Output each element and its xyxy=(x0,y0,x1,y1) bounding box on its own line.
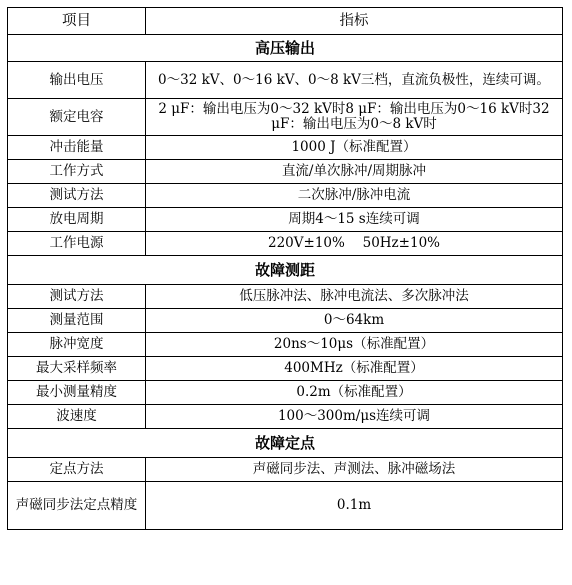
section-header xyxy=(8,256,563,285)
row-value: 400MHz（标准配置） xyxy=(146,357,563,381)
row-value: 周期4～15 s连续可调 xyxy=(146,208,563,232)
row-label: 额定电容 xyxy=(8,99,146,136)
table-row xyxy=(8,208,563,232)
table-row xyxy=(8,99,563,136)
row-label: 波速度 xyxy=(8,405,146,429)
row-value: 0～32 kV、0～16 kV、0～8 kV三档，直流负极性，连续可调。 xyxy=(146,62,563,99)
table-row xyxy=(8,184,563,208)
table-row xyxy=(8,62,563,99)
row-label: 测试方法 xyxy=(8,285,146,309)
header-item: 项目 xyxy=(8,8,146,35)
table-row xyxy=(8,357,563,381)
row-label: 最小测量精度 xyxy=(8,381,146,405)
row-value: 100～300m/μs连续可调 xyxy=(146,405,563,429)
section-title: 高压输出 xyxy=(8,35,563,62)
row-label: 工作电源 xyxy=(8,232,146,256)
table-row xyxy=(8,405,563,429)
row-value: 1000 J（标准配置） xyxy=(146,136,563,160)
row-label: 冲击能量 xyxy=(8,136,146,160)
row-label: 工作方式 xyxy=(8,160,146,184)
row-value: 220V±10% 50Hz±10% xyxy=(146,232,563,256)
spec-table xyxy=(7,7,563,530)
table-row xyxy=(8,285,563,309)
row-label: 输出电压 xyxy=(8,62,146,99)
table-row xyxy=(8,136,563,160)
row-value: 20ns～10μs（标准配置） xyxy=(146,333,563,357)
table-row xyxy=(8,381,563,405)
row-value: 2 μF：输出电压为0～32 kV时8 μF：输出电压为0～16 kV时32 μF：输出电压为0～8 kV时 xyxy=(146,99,563,136)
row-label: 测量范围 xyxy=(8,309,146,333)
header-spec: 指标 xyxy=(146,8,563,35)
table-row xyxy=(8,232,563,256)
table-row xyxy=(8,333,563,357)
row-value: 二次脉冲/脉冲电流 xyxy=(146,184,563,208)
row-value: 低压脉冲法、脉冲电流法、多次脉冲法 xyxy=(146,285,563,309)
section-title: 故障测距 xyxy=(8,256,563,285)
row-value: 0.2m（标准配置） xyxy=(146,381,563,405)
row-value: 声磁同步法、声测法、脉冲磁场法 xyxy=(146,458,563,482)
section-header xyxy=(8,429,563,458)
row-value: 0.1m xyxy=(146,482,563,530)
table-row xyxy=(8,458,563,482)
row-label: 脉冲宽度 xyxy=(8,333,146,357)
row-label: 定点方法 xyxy=(8,458,146,482)
section-header xyxy=(8,35,563,62)
row-label: 声磁同步法定点精度 xyxy=(8,482,146,530)
row-label: 测试方法 xyxy=(8,184,146,208)
section-title: 故障定点 xyxy=(8,429,563,458)
row-value: 0～64km xyxy=(146,309,563,333)
row-label: 放电周期 xyxy=(8,208,146,232)
table-row xyxy=(8,482,563,530)
table-row xyxy=(8,160,563,184)
row-label: 最大采样频率 xyxy=(8,357,146,381)
table-row xyxy=(8,309,563,333)
row-value: 直流/单次脉冲/周期脉冲 xyxy=(146,160,563,184)
table-header-row xyxy=(8,8,563,35)
